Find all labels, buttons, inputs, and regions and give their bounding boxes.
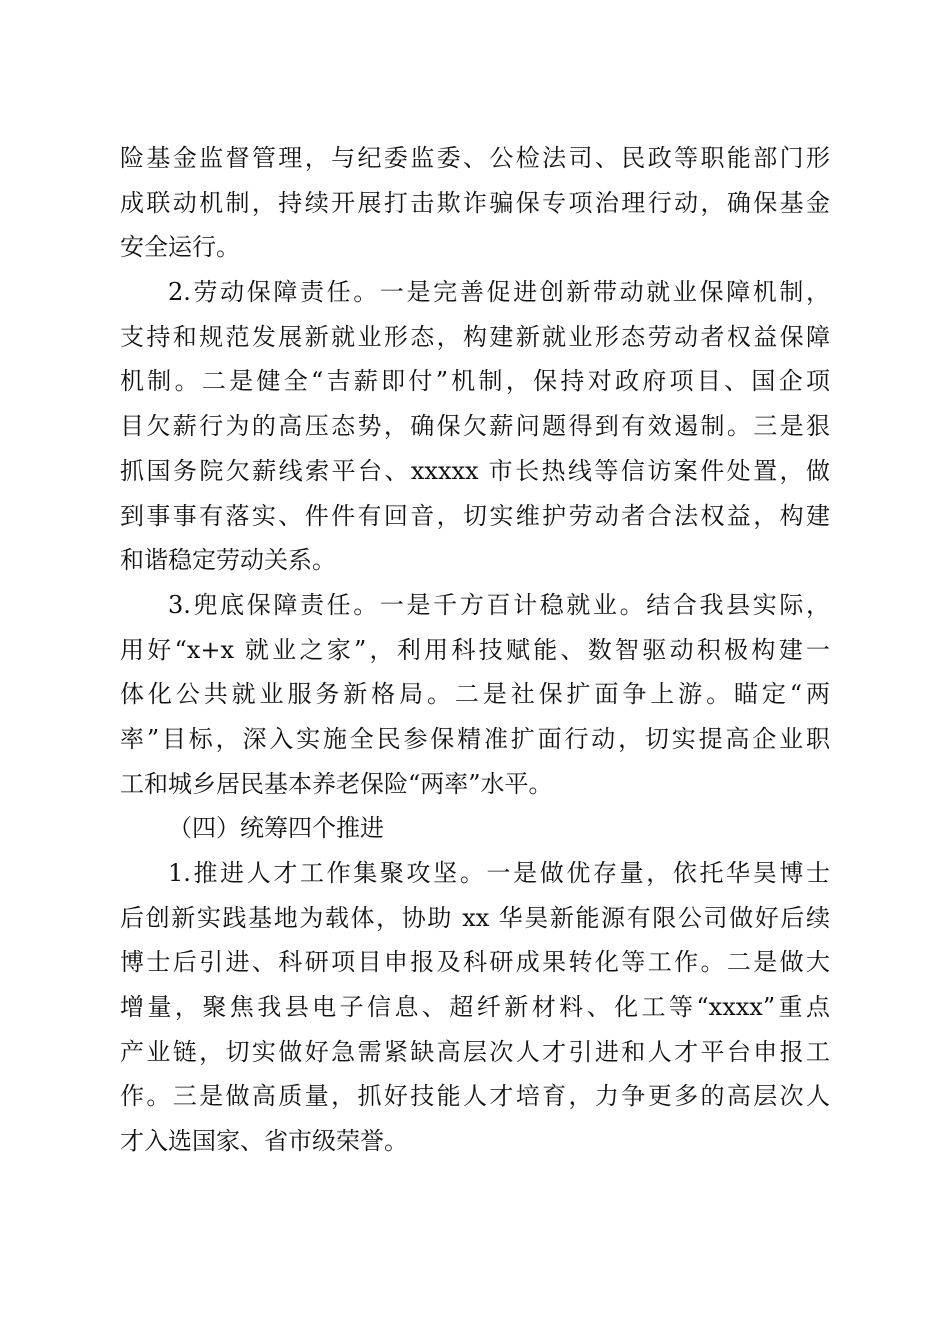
text-line: 用好“x+x 就业之家”，利用科技赋能、数智驱动积极构建一 [120, 635, 830, 664]
text-line: 才入选国家、省市级荣誉。 [120, 1127, 408, 1156]
text-line: 工和城乡居民基本养老保险“两率”水平。 [120, 769, 553, 798]
text-line: 作。三是做高质量，抓好技能人才培育，力争更多的高层次人 [120, 1082, 830, 1111]
text-line: 后创新实践基地为载体，协助 xx 华昊新能源有限公司做好后续 [120, 903, 830, 932]
text-line: 支持和规范发展新就业形态，构建新就业形态劳动者权益保障 [120, 322, 830, 351]
text-line: 安全运行。 [120, 233, 240, 262]
text-line: 和谐稳定劳动关系。 [120, 546, 336, 575]
text-line: 率”目标，深入实施全民参保精准扩面行动，切实提高企业职 [120, 724, 830, 753]
text-line: 险基金监督管理，与纪委监委、公检法司、民政等职能部门形 [120, 144, 830, 172]
section-heading: （四）统筹四个推进 [168, 814, 384, 843]
text-line: 机制。二是健全“吉薪即付”机制，保持对政府项目、国企项 [120, 367, 830, 396]
section-paragraph-start: 1.推进人才工作集聚攻坚。一是做优存量，依托华昊博士 [168, 859, 830, 887]
section-paragraph-start: 2.劳动保障责任。一是完善促进创新带动就业保障机制， [168, 278, 830, 307]
text-line: 目欠薪行为的高压态势，确保欠薪问题得到有效遏制。三是狠 [120, 412, 830, 441]
text-line: 产业链，切实做好急需紧缺高层次人才引进和人才平台申报工 [120, 1037, 830, 1066]
text-line: 博士后引进、科研项目申报及科研成果转化等工作。二是做大 [120, 948, 830, 977]
section-paragraph-start: 3.兜底保障责任。一是千方百计稳就业。结合我县实际， [168, 590, 830, 619]
text-line: 体化公共就业服务新格局。二是社保扩面争上游。瞄定“两 [120, 680, 830, 709]
text-line: 成联动机制，持续开展打击欺诈骗保专项治理行动，确保基金 [120, 188, 830, 217]
text-line: 抓国务院欠薪线索平台、xxxxx 市长热线等信访案件处置，做 [120, 456, 830, 485]
body-text [120, 136, 830, 1164]
text-line: 增量，聚焦我县电子信息、超纤新材料、化工等“xxxx”重点 [120, 993, 830, 1022]
text-line: 到事事有落实、件件有回音，切实维护劳动者合法权益，构建 [120, 501, 830, 530]
